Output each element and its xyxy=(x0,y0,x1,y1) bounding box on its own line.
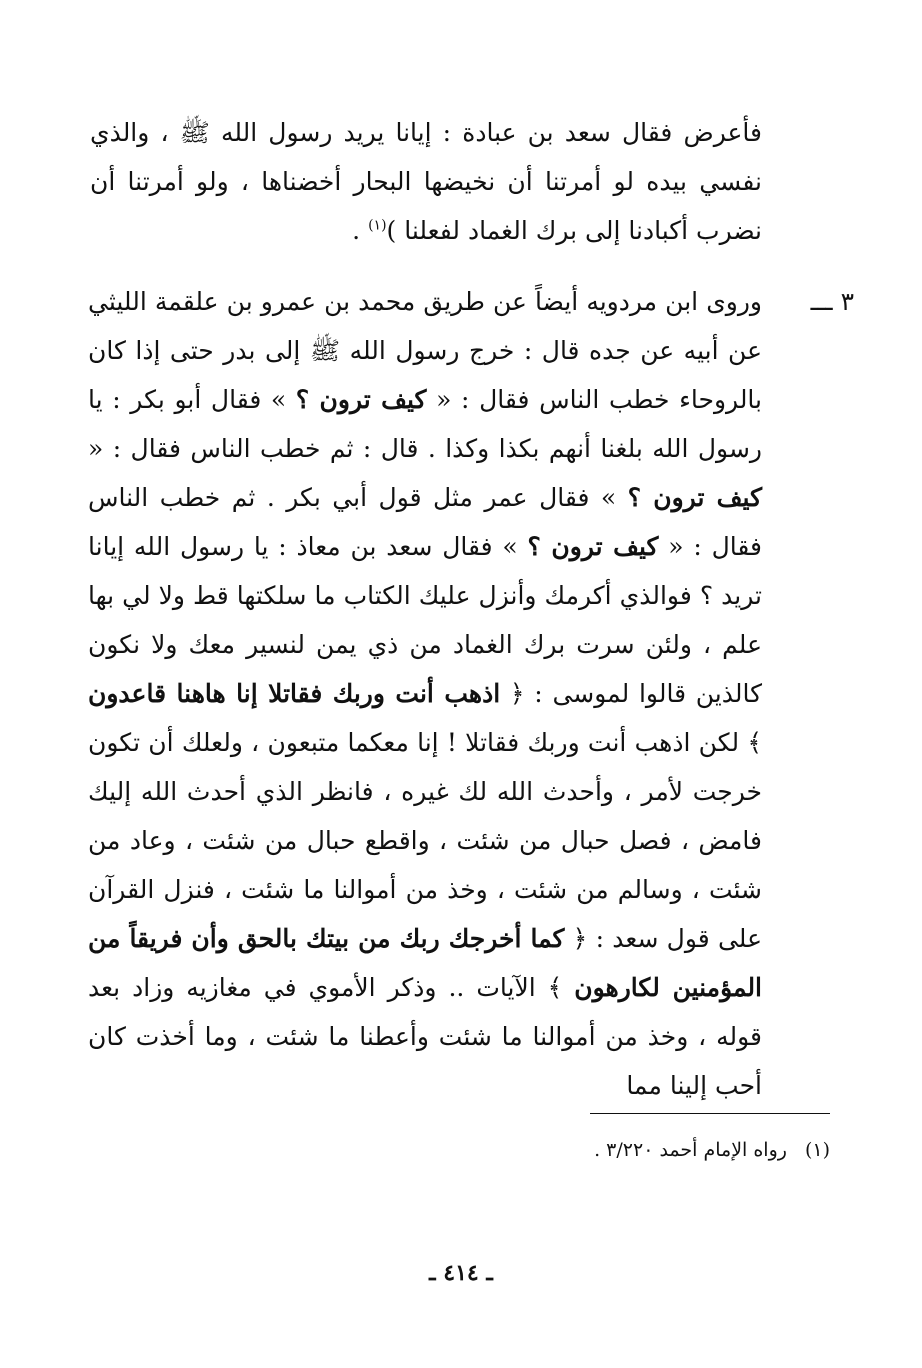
footnote-separator xyxy=(590,1113,830,1114)
page-number: ـ ٤١٤ ـ xyxy=(429,1260,493,1286)
quote-how-do-you-see-1: كيف ترون ؟ xyxy=(295,385,427,414)
paragraph-3-text-2: » فقال أبو بكر : يا رسول الله بلغنا أنهم بكذا وكذا . قال : ثم خطب الناس فقال : « xyxy=(88,385,762,463)
paragraph-1 xyxy=(90,108,762,255)
footnote-text: رواه الإمام أحمد ٣/٢٢٠ . xyxy=(594,1139,787,1161)
footnote-marker: (١) xyxy=(804,1139,830,1161)
paragraph-1-text: فأعرض فقال سعد بن عبادة : إيانا يريد رسول الله ﷺ ، والذي نفسي بيده لو أمرتنا أن نخيضها البحار أخضناها ، ولو أمرتنا أن نضرب أكبادنا إلى برك الغماد لفعلنا ) xyxy=(90,118,762,245)
paragraph-3-text-3: » فقال عمر مثل قول أبي بكر . ثم خطب الناس فقال : « xyxy=(88,483,762,561)
paragraph-3-text-6: ﴾ الآيات .. وذكر الأموي في مغازيه وزاد بعد قوله ، وخذ من أموالنا ما شئت وأعطنا ما شئت ، وما أخذت كان أحب إلينا مما xyxy=(88,973,762,1100)
quran-verse-1: اذهب أنت وربك فقاتلا إنا هاهنا قاعدون xyxy=(88,679,501,708)
quote-how-do-you-see-2: كيف ترون ؟ xyxy=(627,483,763,512)
footnote-reference: (١) xyxy=(368,217,387,234)
paragraph-1-end: . xyxy=(352,216,369,245)
paragraph-3-number: ٣ ـــ xyxy=(810,287,854,316)
paragraph-3 xyxy=(88,277,762,1110)
quote-how-do-you-see-3: كيف ترون ؟ xyxy=(527,532,659,561)
footnote xyxy=(594,1136,830,1164)
quran-verse-2: كما أخرجك ربك من بيتك بالحق وأن فريقاً من المؤمنين لكارهون xyxy=(88,924,763,1002)
paragraph-3-text-1: وروى ابن مردويه أيضاً عن طريق محمد بن عمرو بن علقمة الليثي عن أبيه عن جده قال : خرج رسول الله ﷺ إلى بدر حتى إذا كان بالروحاء خطب الناس فقال : « xyxy=(88,287,763,414)
paragraph-3-text-4: » فقال سعد بن معاذ : يا رسول الله إيانا تريد ؟ فوالذي أكرمك وأنزل عليك الكتاب ما سلكتها قط ولا لي بها علم ، ولئن سرت برك الغماد من ذي يمن لنسير معك ولا نكون كالذين قالوا لموسى : ﴿ xyxy=(88,532,762,708)
paragraph-3-text-5: ﴾ لكن اذهب أنت وربك فقاتلا ! إنا معكما متبعون ، ولعلك أن تكون خرجت لأمر ، وأحدث الله لك غيره ، فانظر الذي أحدث الله إليك فامض ، فصل حبال من شئت ، واقطع حبال من شئت ، وعاد من شئت ، وسالم من شئت ، وخذ من أموالنا ما شئت ، فنزل القرآن على قول سعد : ﴿ xyxy=(88,728,762,953)
